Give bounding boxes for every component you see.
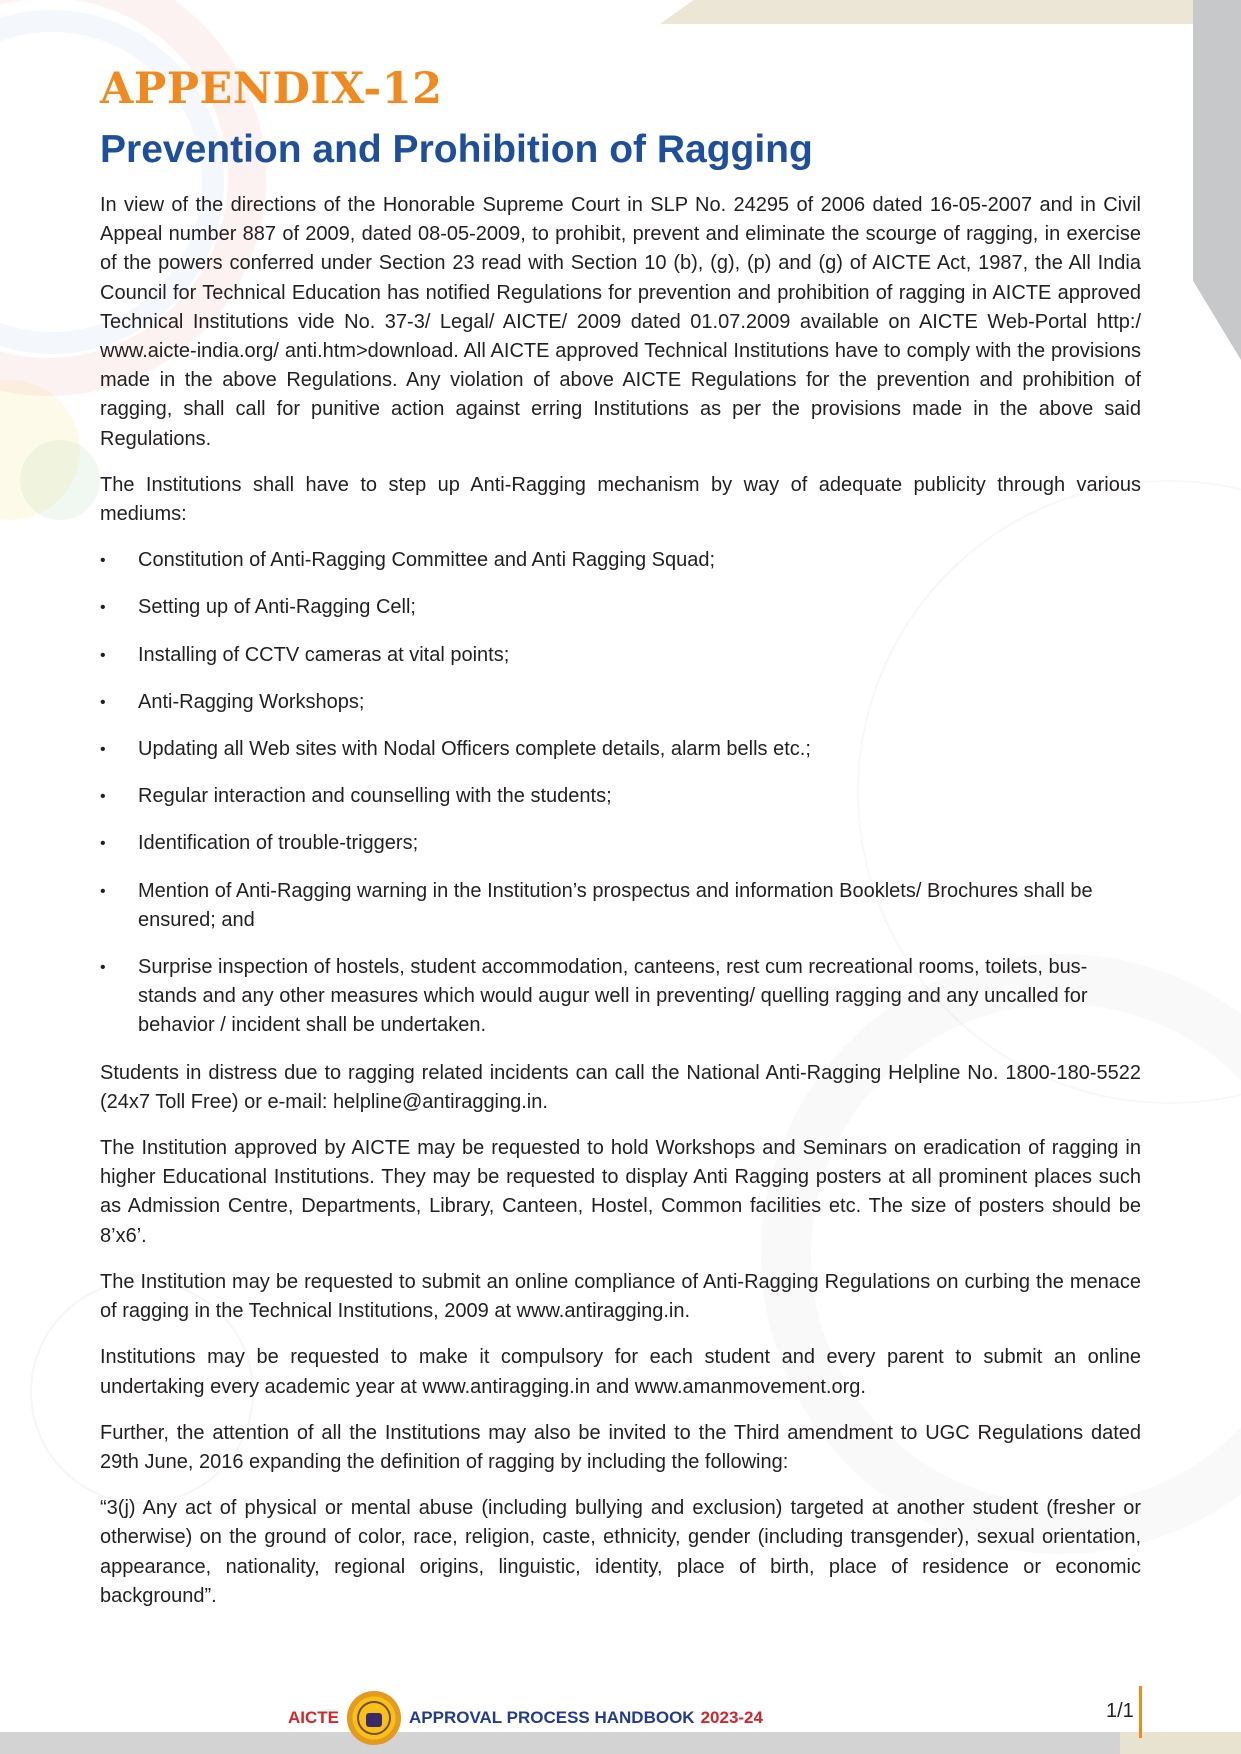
list-item-text: Surprise inspection of hostels, student accommodation, canteens, rest cum recreational rooms, toilets, bus-stands and any other measures which would augur well in preventing/ quelling ragging and any uncalled for behavior / incident shall be undertaken. [138,956,1088,1037]
bullet-icon: • [100,646,106,664]
bullet-icon: • [100,599,106,617]
list-item-text: Installing of CCTV cameras at vital points; [138,643,510,666]
background-decoration [20,440,100,520]
list-item [100,593,1141,622]
footer-year: 2023-24 [700,1708,763,1727]
measures-list [100,546,1141,1040]
page-footer [288,1688,763,1748]
document-body [100,191,1141,1628]
intro-paragraph: The Institutions shall have to step up Anti-Ragging mechanism by way of adequate publicity through various mediums: [100,473,1141,526]
bullet-icon: • [100,741,106,759]
footer-org-name: AICTE [288,1708,339,1727]
page-title: Prevention and Prohibition of Ragging [100,128,813,171]
ugc-amendment-paragraph: Further, the attention of all the Institutions may also be invited to the Third amendment to UGC Regulations dated 29th June, 2016 expanding the definition of ragging by including the following: [100,1421,1141,1473]
bullet-icon: • [100,693,106,711]
compliance-paragraph: The Institution may be requested to submit an online compliance of Anti-Ragging Regulations on curbing the menace of ragging in the Technical Institutions, 2009 at www.antiragging.in. [100,1270,1141,1323]
list-item-text: Identification of trouble-triggers; [138,832,419,855]
list-item-text: Anti-Ragging Workshops; [138,690,365,713]
top-decorative-band [660,0,1220,24]
list-item-text: Mention of Anti-Ragging warning in the Institution’s prospectus and information Booklets/ Brochures shall be ensured; and [138,879,1093,931]
bullet-icon: • [100,882,106,900]
bullet-icon: • [100,959,106,977]
logo-core [366,1713,382,1727]
bullet-icon: • [100,835,106,853]
bullet-icon: • [100,788,106,806]
list-item [100,735,1141,764]
workshops-paragraph: The Institution approved by AICTE may be requested to hold Workshops and Seminars on eradication of ragging in higher Educational Institutions. They may be requested to display Anti Ragging posters at all prominent places such as Admission Centre, Departments, Library, Canteen, Hostel, Common facilities etc. The size of posters should be 8’x6’. [100,1137,1141,1247]
list-item-text: Constitution of Anti-Ragging Committee and Anti Ragging Squad; [138,549,716,572]
list-item-text: Regular interaction and counselling with the students; [138,785,612,808]
page-number: 1/1 [1106,1700,1134,1722]
intro-paragraph: In view of the directions of the Honorable Supreme Court in SLP No. 24295 of 2006 dated 16-05-2007 and in Civil Appeal number 887 of 2009, dated 08-05-2009, to prohibit, prevent and eliminate the scourge of ragging, in exercise of the powers conferred under Section 23 read with Section 10 (b), (g), (p) and (g) of AICTE Act, 1987, the All India Council for Technical Education has notified Regulations for prevention and prohibition of ragging in AICTE approved Technical Institutions vide No. 37-3/ Legal/ AICTE/ 2009 dated 01.07.2009 available on AICTE Web-Portal http:/ www.aicte-india.org/ anti.htm>download. All AICTE approved Technical Institutions have to comply with the provisions made in the above Regulations. Any violation of above AICTE Regulations for the prevention and prohibition of ragging, shall call for punitive action against erring Institutions as per the provisions made in the above said Regulations. [100,194,1141,450]
list-item-text: Setting up of Anti-Ragging Cell; [138,596,416,619]
right-decorative-band [1193,0,1241,360]
list-item [100,877,1141,935]
aicte-logo-icon [347,1691,401,1745]
definition-quote-paragraph: “3(j) Any act of physical or mental abuse (including bullying and exclusion) targeted at another student (fresher or otherwise) on the ground of color, race, religion, caste, ethnicity, gender (including transgender), sexual orientation, appearance, nationality, regional origins, linguistic, identity, place of birth, place of residence or economic background”. [100,1497,1141,1607]
page-number-divider [1139,1686,1142,1738]
bullet-icon: • [100,552,106,570]
undertaking-paragraph: Institutions may be requested to make it compulsory for each student and every parent to submit an online undertaking every academic year at www.antiragging.in and www.amanmovement.org. [100,1346,1141,1398]
appendix-label: APPENDIX-12 [100,64,443,114]
list-item [100,953,1141,1041]
helpline-paragraph: Students in distress due to ragging related incidents can call the National Anti-Ragging Helpline No. 1800-180-5522 (24x7 Toll Free) or e-mail: helpline@antiragging.in. [100,1061,1141,1113]
list-item-text: Updating all Web sites with Nodal Officers complete details, alarm bells etc.; [138,738,811,761]
list-item [100,829,1141,858]
footer-handbook-title: APPROVAL PROCESS HANDBOOK [409,1708,695,1727]
list-item [100,688,1141,717]
list-item [100,546,1141,575]
list-item [100,782,1141,811]
list-item [100,641,1141,670]
